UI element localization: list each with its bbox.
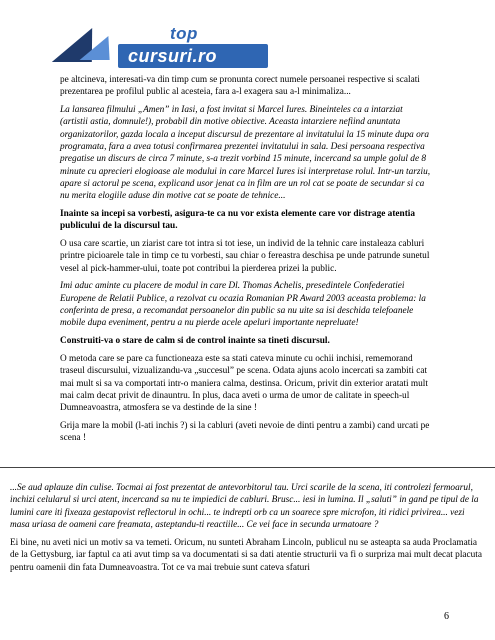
- paragraph: Ei bine, nu aveti nici un motiv sa va temeti. Oricum, nu sunteti Abraham Lincoln, publicul nu se asteapta sa auda Proclamatia de la Gettysburg, iar faptul ca ati avut timp sa va documentati si sa dati atentie structurii va fi o surpriza mai mult decat placuta pentru oamenii din fata Dumneavoastra. Tot ce va mai trebuie sunt cateva sfaturi: [10, 538, 483, 573]
- example-paragraph: Imi aduc aminte cu placere de modul in care Dl. Thomas Achelis, presedintele Confederatiei Europene de Relatii Publice, a rezolvat cu ocazia Romanian PR Award 2003 aceasta problema: la conferinta de presa, a recomandat persoanelor din public sa nu uite sa isi deschida telefoanele mobile dupa eveniment, pentru a nu pierde acele apeluri importante nepreluate!: [60, 281, 426, 329]
- paragraph: O usa care scartie, un ziarist care tot intra si tot iese, un individ de la tehnic care instaleaza cabluri printre picioarele tale in timp ce tu vorbesti, sau chiar o fereastra deschisa pe unde patrunde sunetul vesel al pick-hammer-ului, toate pot contribui la pierderea prizei la public.: [60, 239, 430, 274]
- logo-top-text: top: [170, 24, 198, 43]
- tip-heading: Construiti-va o stare de calm si de control inainte sa tineti discursul.: [60, 336, 330, 347]
- logo-brand-text: cursuri.ro: [128, 46, 218, 66]
- paragraph: O metoda care se pare ca functioneaza este sa stati cateva minute cu ochii inchisi, rememorand traseul discursului, vizualizandu-va „succesul” pe scena. Odata ajuns acolo incercati sa zambiti cat mai mult si sa va comportati intr-o maniera calma, destinsa. Oricum, privit din exterior aratati mult mai calm decat privit de dinauntru. In plus, daca aveti o urma de umor de calitate in speech-ul Dumneavoastra, atmosfera se va destinde de la sine !: [60, 353, 428, 414]
- main-column: [60, 74, 432, 450]
- paragraph: pe altcineva, interesati-va din timp cum se pronunta corect numele persoanei respective si scalati prezentarea pe profilul public al acesteia, fara a-l exagera sau a-l minimaliza...: [60, 75, 420, 98]
- page-number: 6: [444, 611, 449, 622]
- tip-heading: Inainte sa incepi sa vorbesti, asigura-te ca nu vor exista elemente care vor distrage atentia publicului de la discursul tau.: [60, 208, 416, 232]
- scene-paragraph: ...Se aud aplauze din culise. Tocmai ai fost prezentat de antevorbitorul tau. Urci scarile de la scena, iti controlezi fermoarul, inchizi celularul si urci atent, incercand sa nu te impiedici de cabluri. Brusc... iesi in lumina. Il „saluti” in gand pe tipul de la lumini care iti fixeaza gestapovist reflectorul in ochi... te indrepti orb ca un soarece spre microfon, iti ridici privirea... vezi masa uriasa de oameni care freamata, asteptandu-ti reactiile... Ce vei face in secunda urmatoare ?: [10, 483, 479, 530]
- site-logo[interactable]: [58, 22, 268, 72]
- section-divider: [0, 467, 495, 468]
- example-paragraph: La lansarea filmului „Amen” in Iasi, a fost invitat si Marcel Iures. Bineinteles ca a intarziat (artistii astia, domnule!), probabil din motive obiective. Aceasta intarziere nefiind anuntata organizatorilor, gazda locala a inceput discursul de prezentare al invitatului la 15 minute dupa ora programata, fara a avea totusi confirmarea prezentei invitatului in sala. Desi persoana respectiva pregatise un discurs de circa 7 minute, s-a trezit vorbind 15 minute, incercand sa umple golul de 8 minute cu aprecieri elogioase ale modului in care Marcel Iures isi interpretase rolul. Intr-un tarziu, apare si actorul pe scena, explicand usor jenat ca in film are un rol cat se poate de secundar si ca nu merita elogiile aduse din motive cat se poate de tehnice...: [60, 105, 431, 202]
- paragraph: Grija mare la mobil (l-ati inchis ?) si la cabluri (aveti nevoie de dinti pentru a zambi) cand urcati pe scena !: [60, 420, 430, 444]
- bottom-section: [10, 482, 484, 580]
